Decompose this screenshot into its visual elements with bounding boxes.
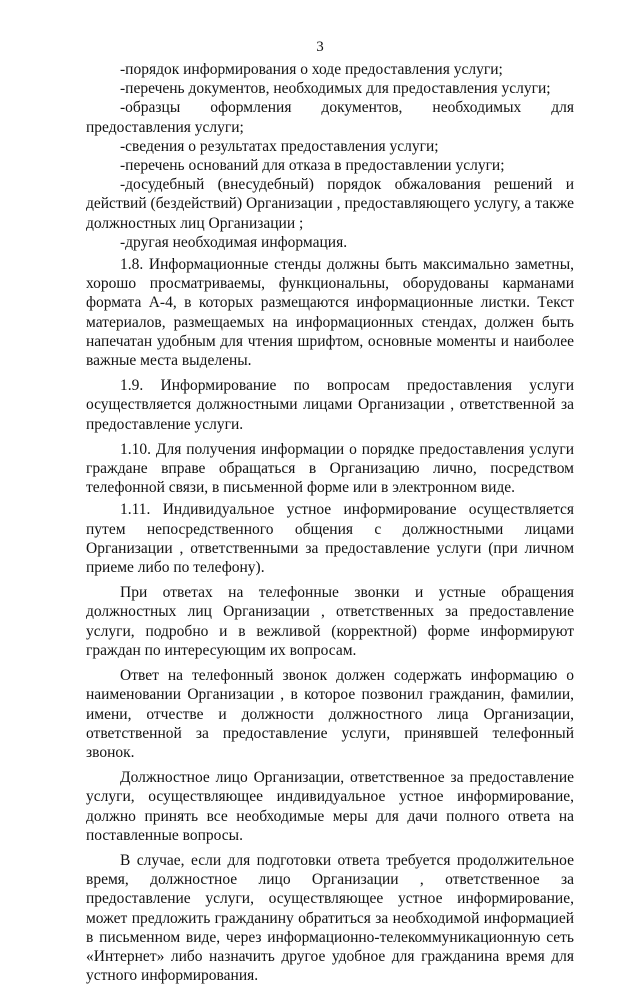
list-item: -образцы оформления документов, необходимых для предоставления услуги; xyxy=(86,99,574,136)
paragraph-1-9: 1.9. Информирование по вопросам предоставления услуги осуществляется должностными лицами Организации , ответственной за предоставление услуги. xyxy=(86,377,574,433)
list-item: -перечень документов, необходимых для предоставления услуги; xyxy=(120,80,551,98)
list-item: -другая необходимая информация. xyxy=(120,233,348,251)
list-item: -порядок информирования о ходе предоставления услуги; xyxy=(120,61,503,78)
list-item: -перечень оснований для отказа в предоставлении услуги; xyxy=(120,157,505,175)
paragraph-phone-calls: При ответах на телефонные звонки и устные обращения должностных лиц Организации , ответственных за предоставление услуги, подробно и в вежливой (корректной) форме информируют граждан по интересующим их вопросам. xyxy=(86,584,574,659)
list-item: -досудебный (внесудебный) порядок обжалования решений и действий (бездействий) Организации , предоставляющего услугу, а также должностных лиц Организации ; xyxy=(86,176,574,232)
paragraph-long-answer: В случае, если для подготовки ответа требуется продолжительное время, должностное лицо Организации , ответственное за предоставление услуги, осуществляющее устное информирование, может предложить гражданину обратиться за необходимой информацией в письменном виде, через информационно-телекоммуникационную сеть «Интернет» либо назначить другое удобное для гражданина время для устного информирования. xyxy=(86,851,574,985)
paragraph-call-answer: Ответ на телефонный звонок должен содержать информацию о наименовании Организации , в которое позвонил гражданин, фамилии, имени, отчестве и должности должностного лица Организации, ответственной за предоставление услуги, принявшей телефонный звонок. xyxy=(86,667,574,761)
document-body xyxy=(86,60,574,985)
paragraph-1-11: 1.11. Индивидуальное устное информирование осуществляется путем непосредственного общения с должностными лицами Организации , ответственными за предоставление услуги (при личном приеме либо по телефону). xyxy=(86,501,574,577)
page-number: 3 xyxy=(316,39,324,55)
list-item: -сведения о результатах предоставления услуги; xyxy=(120,137,439,155)
paragraph-1-8: 1.8. Информационные стенды должны быть максимально заметны, хорошо просматриваемы, функциональны, оборудованы карманами формата А-4, в которых размещаются информационные листки. Текст материалов, размещаемых на информационных стендах, должен быть напечатан удобным для чтения шрифтом, основные моменты и наиболее важные места выделены. xyxy=(86,256,574,370)
paragraph-1-10: 1.10. Для получения информации о порядке предоставления услуги граждане вправе обращаться в Организацию лично, посредством телефонной связи, в письменной форме или в электронном виде. xyxy=(86,440,574,497)
paragraph-official-duty: Должностное лицо Организации, ответственное за предоставление услуги, осуществляющее индивидуальное устное информирование, должно принять все необходимые меры для дачи полного ответа на поставленные вопросы. xyxy=(86,769,574,844)
